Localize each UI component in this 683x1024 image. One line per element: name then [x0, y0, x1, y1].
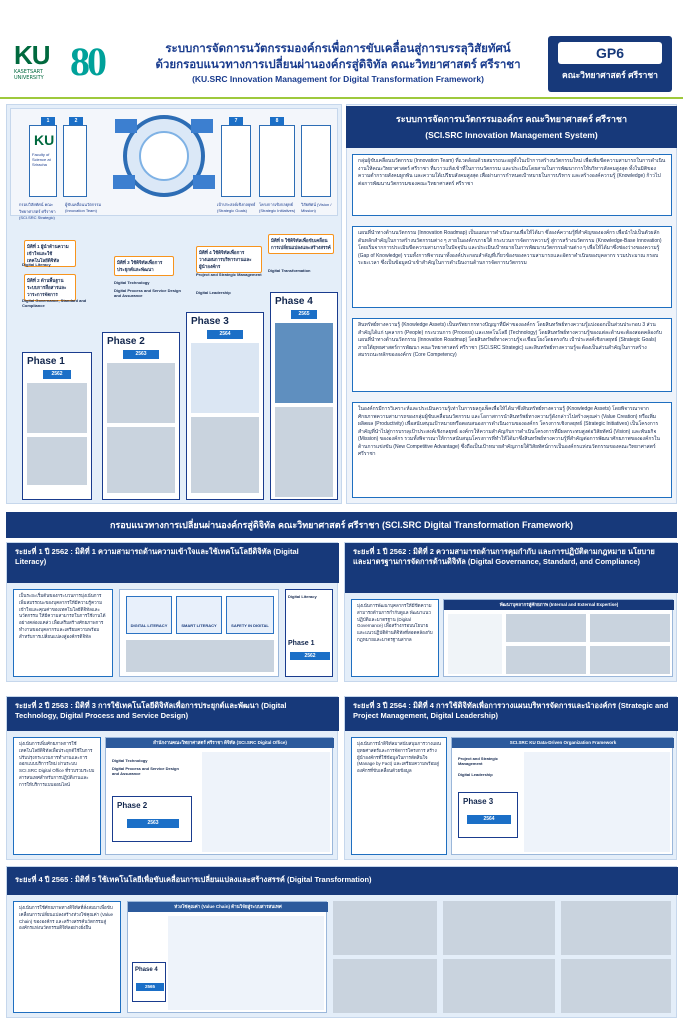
section-2-poster-title: พัฒนาบุคลากรสู่ศักยภาพ (Internal and External Expertise)	[444, 600, 674, 610]
p3-item-2: Digital Leadership	[196, 290, 231, 295]
section-4-screen-title: SCI.SRC KU Data-Driven Organization Framework	[452, 738, 674, 748]
gp-faculty: คณะวิทยาศาสตร์ ศรีราชา	[562, 70, 658, 80]
section-1-phase-label: Phase 1	[288, 640, 315, 647]
section-4	[344, 696, 677, 860]
phase-2-column	[102, 332, 180, 500]
section-5-body: มุ่งเน้นการใช้ศักยภาพทางดิจิทัลที่สั่งสมมาเพื่อขับเคลื่อนการเปลี่ยนแปลงสร้างห่วงโซ่คุณค่า (Value Chain) ขององค์กร และสร้างสรรค์นวัตกรรมสู่องค์กรแห่งนวัตกรรมดิจิทัลอย่างยั่งยืน	[13, 901, 121, 1013]
phase-3-photo-1	[191, 343, 259, 413]
digital-office-grid	[202, 752, 330, 852]
phase-4-column	[270, 292, 338, 500]
ku-logo-sub: KASETSART UNIVERSITY	[14, 69, 44, 81]
p3-item-1: Project and Strategic Management	[196, 272, 262, 277]
section-5-photo-1	[333, 901, 437, 955]
dim-4-label: ใช้ดิจิทัลเพื่อการวางแผนการบริหารงานและผู้นำองค์กร	[199, 250, 252, 269]
initiative-caption: โครงการเชิงกลยุทธ์ (Strategic Initiatives)	[259, 202, 296, 213]
section-3-screen	[105, 737, 333, 855]
phase-2-photo-1	[107, 363, 175, 423]
section-1-year: 2562	[290, 652, 330, 660]
section-1-phase	[285, 589, 333, 677]
section-2-photo-1	[506, 614, 586, 642]
section-4-head: ระยะที่ 3 ปี 2564 : มิติที่ 4 การใช้ดิจิทัลเพื่อการวางแผนบริหารจัดการและนำองค์กร (Strategic and Project Management, Digital Leadership)	[345, 697, 678, 731]
section-5	[6, 866, 677, 1018]
section-2-poster-left	[448, 614, 502, 674]
section-3-item-2: Digital Process and Service Design and Assurance	[112, 766, 179, 776]
p1-item: Digital Literacy	[22, 262, 51, 267]
phase-4-photo-1	[275, 323, 333, 403]
section-4-screen	[451, 737, 673, 855]
dim-3-num: มิติที่ 3	[117, 260, 130, 265]
section-3-body: มุ่งเน้นการเพิ่มศักยภาพการใช้เทคโนโลยีดิจิทัลเพื่อประยุกต์ใช้ในการปรับปรุงกระบวนการทำงานและการออกแบบบริการใหม่ ผ่านระบบ SCI.SRC Digital Office ที่รวบรวมระบบสารสนเทศสำหรับการปฏิบัติงานและการให้บริการแบบออนไลน์	[13, 737, 101, 855]
dim-3-label: ใช้ดิจิทัลเพื่อการประยุกต์และพัฒนา	[117, 260, 163, 272]
data-driven-diagram	[524, 752, 670, 852]
section-1-chip: Digital Literacy	[288, 594, 317, 599]
section-1-cards	[119, 589, 279, 677]
card-smart-literacy: SMART LITERACY	[176, 596, 222, 634]
section-3	[6, 696, 338, 860]
section-5-photo-3	[561, 901, 671, 955]
p2b-item-2: Digital Process and Service Design and Assurance	[114, 288, 181, 298]
cycle-node-3	[115, 119, 137, 133]
phase-1-photo-1	[27, 383, 87, 433]
ims-title-th: ระบบการจัดการนวัตกรรมองค์กร คณะวิทยาศาสตร์ ศรีราชา	[395, 114, 628, 124]
cycle-node-6	[193, 175, 215, 189]
phase-2-label: Phase 2	[107, 336, 145, 347]
dim-5-num: มิติที่ 5	[271, 238, 284, 243]
section-1-photo	[126, 640, 274, 672]
section-4-year: 2564	[467, 815, 511, 824]
dim-1-label: ผู้นำด้านความเข้าใจและใช้เทคโนโลยีดิจิทัล	[27, 244, 69, 263]
ims-diagram	[10, 108, 338, 220]
ims-para-3: สินทรัพย์ทางความรู้ (Knowledge Assets) เป็นทรัพยากรทางปัญญาที่มีค่าขององค์กร โดยสินทรัพย์ทางความรู้แบ่งออกเป็นส่วนประกอบ 3 ส่วนสำคัญได้แก่ บุคลากร (People) กระบวนการ (Process) และเทคโนโลยี (Technology) โดยสินทรัพย์ทางความรู้ของแต่ละด้านจะต้องสอดคล้องกับแผนที่นำทางด้านนวัตกรรม (Innovation Roadmap) โดยสินทรัพย์ทางความรู้จะเชื่อมโยงโดยตรงกับ เป้าประสงค์เชิงกลยุทธ์ (Strategic Goals) ภายใต้ยุทธศาสตร์การพัฒนา คณะวิทยาศาสตร์ ศรีราชา (SCI.SRC Strategic) และสินทรัพย์ทางความรู้จะต้องเป็นส่วนสำคัญในการสร้าง สมรรถนะหลักขององค์กร (Core Competency)	[352, 318, 672, 392]
left-caption: กรอบวิสัยทัศน์ คณะวิทยาศาสตร์ ศรีราชา (SCI.SRC Strategic)	[19, 202, 56, 220]
section-5-phase-box	[132, 962, 166, 1002]
section-2-photo-3	[506, 646, 586, 674]
cycle-node-4	[191, 119, 213, 133]
header-divider	[0, 97, 683, 99]
dim-1-num: มิติที่ 1	[27, 244, 40, 249]
section-1-body: เป็นระยะเริ่มต้นของกระบวนการมุ่งเน้นการเพิ่มสมรรถนะของบุคลากรให้มีความรู้ความเข้าใจและคุณค่าของเทคโนโลยีดิจิทัลและนวัตกรรม ให้มีความสามารถในการใช้งานได้อย่างคล่องแคล่ว เพื่อเสริมสร้างศักยภาพการทำงานของบุคลากรและเตรียมความพร้อมสำหรับการเปลี่ยนแปลงสู่องค์กรดิจิทัล	[13, 589, 113, 677]
title-line-2: ด้วยกรอบแนวทางการเปลี่ยนผ่านองค์กรสู่ดิจิทัล คณะวิทยาศาสตร์ ศรีราชา	[155, 59, 521, 71]
section-1	[6, 542, 338, 682]
innovation-team-caption: ผู้ขับเคลื่อนนวัตกรรม (Innovation Team)	[65, 202, 102, 213]
phase-3-photo-2	[191, 417, 259, 493]
section-4-item-1: Project and Strategic Management	[458, 756, 499, 766]
phase-3-year: 2564	[207, 330, 243, 339]
anniversary-80-logo: 80	[70, 39, 104, 84]
section-5-head: ระยะที่ 4 ปี 2565 : มิติที่ 5 ใช้เทคโนโลยีเพื่อขับเคลื่อนการเปลี่ยนแปลงและสร้างสรรค์ (Digital Transformation)	[7, 867, 678, 895]
vision-caption: วิสัยทัศน์ (Vision / Mission)	[301, 202, 332, 213]
section-3-phase: Phase 2	[117, 801, 148, 810]
section-3-head: ระยะที่ 2 ปี 2563 : มิติที่ 3 การใช้เทคโนโลยีดิจิทัลเพื่อการประยุกต์และพัฒนา (Digital Technology, Digital Process and Service Design)	[7, 697, 339, 731]
section-5-screen-title: ห่วงโซ่คุณค่า (Value Chain) ด้านวิจัยสู่ระบบสารสนเทศ	[128, 902, 328, 912]
step-card-2	[63, 125, 87, 197]
p2b-item-1: Digital Technology	[114, 280, 150, 285]
phase-1-label: Phase 1	[27, 356, 65, 367]
phase-1-year: 2562	[43, 370, 71, 379]
section-4-phase: Phase 3	[463, 797, 494, 806]
section-2-photo-4	[590, 646, 670, 674]
step-card-9	[301, 125, 331, 197]
cycle-node-5	[113, 175, 135, 189]
section-4-phase-box	[458, 792, 518, 838]
section-3-screen-title: สำนักงานคณะวิทยาศาสตร์ ศรีราชา ดิจิทัล (SCI.SRC Digital Office)	[106, 738, 334, 748]
cycle-center	[139, 131, 189, 181]
section-2-collage	[443, 599, 673, 677]
title-line-3: (KU.SRC Innovation Management for Digital Transformation Framework)	[192, 74, 484, 84]
small-logo-caption: Faculty of Science at Sriracha	[32, 152, 51, 167]
gp-code: GP6	[558, 42, 662, 64]
section-4-body: มุ่งเน้นการนำดิจิทัลมาสนับสนุนการวางแผนยุทธศาสตร์และการจัดการโครงการ สร้างผู้นำองค์กรที่ใช้ข้อมูลในการตัดสินใจ (Manage by Fact) และเตรียมความพร้อมสู่องค์กรที่ขับเคลื่อนด้วยข้อมูล	[351, 737, 447, 855]
card-digital-literacy: DIGITAL LITERACY	[126, 596, 172, 634]
step-card-7	[221, 125, 251, 197]
dim-2-num: มิติที่ 2	[27, 278, 40, 283]
title-line-1: ระบบการจัดการนวัตกรรมองค์กรเพื่อการขับเคลื่อนสู่การบรรลุวิสัยทัศน์	[165, 43, 511, 55]
strategy-caption: เป้าประสงค์เชิงกลยุทธ์ (Strategic Goals)	[217, 202, 256, 213]
step-num-8: 8	[270, 117, 284, 125]
section-4-item-2: Digital Leadership	[458, 772, 493, 777]
value-chain-diagram	[168, 916, 324, 1010]
section-5-photo-5	[443, 959, 555, 1013]
phase-4-photo-2	[275, 407, 333, 497]
small-ku-logo: KU	[34, 132, 55, 148]
phase-2-photo-2	[107, 427, 175, 493]
step-card-8	[259, 125, 295, 197]
ku-logo	[14, 40, 66, 88]
section-2-head: ระยะที่ 1 ปี 2562 : มิติที่ 2 ความสามารถด้านการคุมกำกับ และการปฏิบัติตามกฎหมาย นโยบาย และมาตรฐานการจัดการด้านดิจิทัล (Digital Governance, Standard, and Compliance)	[345, 543, 678, 593]
dim-5-tag	[268, 234, 334, 254]
step-card-1	[29, 125, 57, 197]
phase-2-year: 2563	[123, 350, 159, 359]
step-num-2: 2	[69, 117, 83, 125]
phase-4-year: 2565	[291, 310, 317, 319]
dtf-title: กรอบแนวทางการเปลี่ยนผ่านองค์กรสู่ดิจิทัล คณะวิทยาศาสตร์ ศรีราชา (SCI.SRC Digital Transformation Framework)	[6, 512, 677, 538]
section-5-year: 2565	[136, 983, 164, 991]
section-5-photo-4	[333, 959, 437, 1013]
section-2	[344, 542, 677, 682]
section-3-year: 2563	[127, 819, 179, 828]
ku-logo-text: KU	[14, 40, 50, 70]
section-2-body: มุ่งเน้นการพัฒนาบุคลากรให้มีขีดความสามารถด้านการกำกับดูแล พัฒนาแนวปฏิบัติและมาตรฐาน (Digital Governance) เพื่อสร้างกรอบนโยบายและแนวปฏิบัติด้านดิจิทัลที่สอดคล้องกับกฎหมายและมาตรฐานสากล	[351, 599, 439, 677]
phase-3-label: Phase 3	[191, 316, 229, 327]
section-5-photo-6	[561, 959, 671, 1013]
section-3-item-1: Digital Technology	[112, 758, 148, 763]
dim-2-tag	[24, 274, 76, 301]
section-5-phase: Phase 4	[135, 967, 158, 973]
p4-item: Digital Transformation	[268, 268, 311, 273]
dim-2-label: ด้านพื้นฐาน ระบบการสื่อสารและวาระการจัดการ	[27, 278, 67, 297]
p2a-item: Digital Governance, Standard and Compliance	[22, 298, 87, 308]
section-5-photo-2	[443, 901, 555, 955]
step-num-1: 1	[41, 117, 55, 125]
section-5-screen	[127, 901, 327, 1013]
phase-1-column	[22, 352, 92, 500]
ims-title-bar	[346, 106, 677, 148]
phase-1-photo-2	[27, 437, 87, 485]
section-3-phase-box	[112, 796, 192, 842]
phase-4-label: Phase 4	[275, 296, 313, 307]
section-2-photo-2	[590, 614, 670, 642]
ims-title-en: (SCI.SRC Innovation Management System)	[425, 130, 598, 140]
section-1-head: ระยะที่ 1 ปี 2562 : มิติที่ 1 ความสามารถด้านความเข้าใจและใช้เทคโนโลยีดิจิทัล (Digital Literacy)	[7, 543, 339, 583]
card-safety: SAFETY IN DIGITAL	[226, 596, 274, 634]
roadmap-stairs	[10, 228, 338, 500]
dim-4-num: มิติที่ 4	[199, 250, 212, 255]
dim-4-tag	[196, 246, 262, 273]
dim-5-label: ใช้ดิจิทัลเพื่อขับเคลื่อนการเปลี่ยนแปลงและสร้างสรรค์	[271, 238, 331, 250]
ims-para-2: แผนที่นำทางด้านนวัตกรรม (Innovation Roadmap) เป็นแผนการดำเนินงานเพื่อให้ได้มา ซึ่งองค์ความรู้ที่สำคัญขององค์กร เพื่อนำไปเป็นตัวผลักดันหลักสำคัญในการสร้างนวัตกรรมต่าง ๆ ภายในองค์กรภายใต้ กระบวนการจัดการความรู้ สู่การสร้างนวัตกรรม (Knowledge-Base Innovation) โดยเริ่มจากการประเมินขีดความสามารถในปัจจุบัน และประเมินเป้าหมายในการพัฒนานวัตกรรมด้านต่าง ๆ เพื่อให้ได้มาซึ่งช่องว่างของความรู้ (Gap of Knowledge) รวมทั้งการพิจารณาทั้งองค์ประกอบสำคัญที่เกี่ยวข้องของความสามารถและอัตราดำเนินของบุคลากร รวมประมาณ กรอบระยะเวลา ซึ่งเป็นข้อมูลนำเข้าสำคัญในการดำเนินงานด้านการจัดการนวัตกรรม	[352, 226, 672, 308]
step-num-7: 7	[229, 117, 243, 125]
phase-3-column	[186, 312, 264, 500]
ims-para-4: ในองค์กรมีการวิเคราะห์และประเมินความรู้เท่าในการผลกูแพ็คเพื่อให้ได้มาซึ่งสินทรัพย์ทางความรู้ (Knowledge Assets) โดยพิจารณาจากศักยภาพความสามารถของกลุ่มผู้ขับเคลื่อนนวัตกรรม และโอกาสการนำสินทรัพย์ทางความรู้ดังกล่าวไปสร้างคุณค่า (Value Creation) หรือเพิ่มผลิตผล (Productivity) เพื่อสนับสนุนเป้าหมายหรือตอบสนองการดำเนินงานขององค์กร โครงการเชิงกลยุทธ์ (Strategic Initiatives) เป็นโครงการสำคัญที่นำไปสู่การบรรลุเป้าประสงค์เชิงกลยุทธ์ องค์กรให้ความสำคัญกับการดำเนินโครงการที่มีผลกระทบสูงต่อวิสัยทัศน์ (Vision) และพันธกิจ (Mission) ขององค์กร รวมทั้งพิจารณาให้การสนับสนุนโครงการที่ทำให้ได้มาซึ่งสินทรัพย์ทางความรู้ที่สำคัญต่อการพัฒนาศักยภาพขององค์กรในด้านการแข่งขัน (New Competitive Advantage) ซึ่งถือเป็นเป้าหมายสำคัญภายใต้วิสัยทัศน์การเป็นองค์กรแห่งนวัตกรรมของคณะวิทยาศาสตร์ ศรีราชา	[352, 402, 672, 498]
dim-3-tag	[114, 256, 174, 276]
ims-para-1: กลุ่มผู้ขับเคลื่อนนวัตกรรม (Innovation Team) ที่แวดล้อมด้วยสมรรถนะอยู่ทั้งในเป้าการสร้างนวัตกรรมใหม่ เพื่อเพิ่มขีดความสามารถในการดำเนินงานให้คณะวิทยาศาสตร์ ศรีราชา ที่มวาวแห้งเข้าที่ในการนวัตกรรม และประเมินโดยสามในการพัฒนาการให้บริหารสังคมสูงสุด ทั้งในมิติของความต่ำกรายสังคมผูกพัน และความใด้เปรียบสังคมสูงสุด เพื่อผ่านการกำหนดเป้าหมายในการบริหาร และสร้างองค์ความรู้ (Knowledge) ก้าวไปต่อการพัฒนานวัตกรรมของคณะวิทยาศาสตร์ ศรีราชา	[352, 154, 672, 216]
